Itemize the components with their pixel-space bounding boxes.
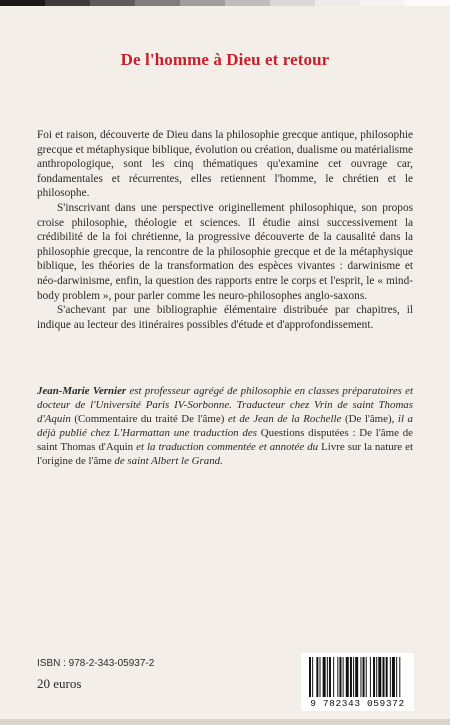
author-name: Jean-Marie Vernier: [37, 385, 127, 397]
bio-work-3: Questions disputées : De l'âme de saint Thomas d'Aquin: [37, 427, 414, 453]
bio-text-4: et la traduction commentée et annotée du: [133, 441, 322, 453]
barcode-number: 9 782343 059372: [310, 698, 405, 709]
author-bio: [37, 384, 413, 468]
price: 20 euros: [37, 676, 82, 691]
bio-text-3: il a déjà publié chez L'Harmattan une traduction des: [37, 413, 414, 439]
bio-text-2: et de Jean de la Rochelle: [224, 413, 345, 425]
barcode-bars-icon: [301, 653, 414, 699]
bio-work-2: (De l'âme),: [344, 413, 395, 425]
bio-work-4: Livre sur la nature et l'origine de l'âme: [37, 441, 413, 467]
isbn: ISBN : 978-2-343-05937-2: [37, 658, 155, 669]
book-title: De l'homme à Dieu et retour: [120, 50, 330, 69]
barcode: [301, 653, 414, 711]
bio-work-1: (Commentaire du traité De l'âme): [74, 413, 225, 425]
summary-paragraph-2: S'inscrivant dans une perspective originellement philosophique, son propos croise philosophie, théologie et sciences. Il étudie ainsi successivement la crédibilité de la foi chrétienne, la progressive découverte de la causalité dans la philosophie grecque, la rencontre de la philosophie grecque et de la métaphysique biblique, les théories de la transformation des espèces vivantes : darwinisme et néo-darwinisme, enfin, la question des rapports entre le corps et l'esprit, le « mind-body problem », pour parler comme les neuro-philosophes anglo-saxons.: [37, 201, 413, 302]
summary-paragraph-1: Foi et raison, découverte de Dieu dans la philosophie grecque antique, philosophie grecque et métaphysique biblique, évolution ou création, dualisme ou matérialisme anthropologique, sont les cinq thématiques qu'examine cet ouvrage car, fondamentales et récurrentes, elles retiennent l'homme, le chrétien et le philosophe.: [37, 129, 413, 200]
summary-text: [37, 128, 413, 332]
top-color-strip: [0, 0, 450, 6]
bio-text-5: de saint Albert le Grand.: [111, 455, 223, 467]
bottom-print-strip: [0, 719, 450, 725]
summary-paragraph-3: S'achevant par une bibliographie élémentaire distribuée par chapitres, il indique au lecteur des itinéraires possibles d'étude et d'approfondissement.: [37, 304, 413, 331]
bio-text-1: est professeur agrégé de philosophie en classes préparatoires et docteur de l'Université Paris IV-Sorbonne. Traducteur chez Vrin de saint Thomas d'Aquin: [37, 385, 414, 425]
